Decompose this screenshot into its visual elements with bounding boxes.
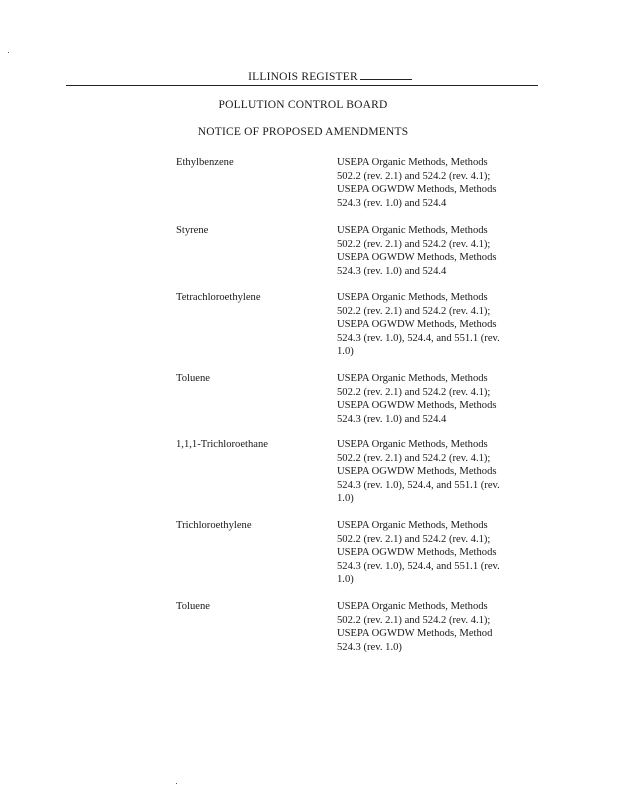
method-text: USEPA Organic Methods, Methods 502.2 (rev. 2.1) and 524.2 (rev. 4.1); USEPA OGWDW Methods, Methods 524.3 (rev. 1.0) and 524.4 [337,157,497,209]
method-text: USEPA Organic Methods, Methods 502.2 (rev. 2.1) and 524.2 (rev. 4.1); USEPA OGWDW Methods, Methods 524.3 (rev. 1.0), 524.4, and 551.1 (rev. 1.0) [337,439,500,504]
chemical-name: 1,1,1-Trichloroethane [176,439,268,450]
method-text: USEPA Organic Methods, Methods 502.2 (rev. 2.1) and 524.2 (rev. 4.1); USEPA OGWDW Methods, Methods 524.3 (rev. 1.0) and 524.4 [337,225,497,277]
chemical-name: Styrene [176,225,209,236]
method-text: USEPA Organic Methods, Methods 502.2 (rev. 2.1) and 524.2 (rev. 4.1); USEPA OGWDW Methods, Method 524.3 (rev. 1.0) [337,601,493,653]
scan-speck [8,52,9,53]
method-text: USEPA Organic Methods, Methods 502.2 (rev. 2.1) and 524.2 (rev. 4.1); USEPA OGWDW Methods, Methods 524.3 (rev. 1.0), 524.4, and 551.1 (rev. 1.0) [337,292,500,357]
header-rule [66,85,538,86]
chemical-name: Tetrachloroethylene [176,292,261,303]
chemical-name: Toluene [176,373,210,384]
method-text: USEPA Organic Methods, Methods 502.2 (rev. 2.1) and 524.2 (rev. 4.1); USEPA OGWDW Methods, Methods 524.3 (rev. 1.0), 524.4, and 551.1 (rev. 1.0) [337,520,500,585]
chemical-name: Toluene [176,601,210,612]
method-text: USEPA Organic Methods, Methods 502.2 (rev. 2.1) and 524.2 (rev. 4.1); USEPA OGWDW Methods, Methods 524.3 (rev. 1.0) and 524.4 [337,373,497,425]
scan-speck [176,783,177,784]
chemical-name: Trichloroethylene [176,520,252,531]
chemical-name: Ethylbenzene [176,157,234,168]
register-title: ILLINOIS REGISTER [248,71,358,83]
notice-title: NOTICE OF PROPOSED AMENDMENTS [197,126,409,138]
board-title: POLLUTION CONTROL BOARD [218,99,388,111]
